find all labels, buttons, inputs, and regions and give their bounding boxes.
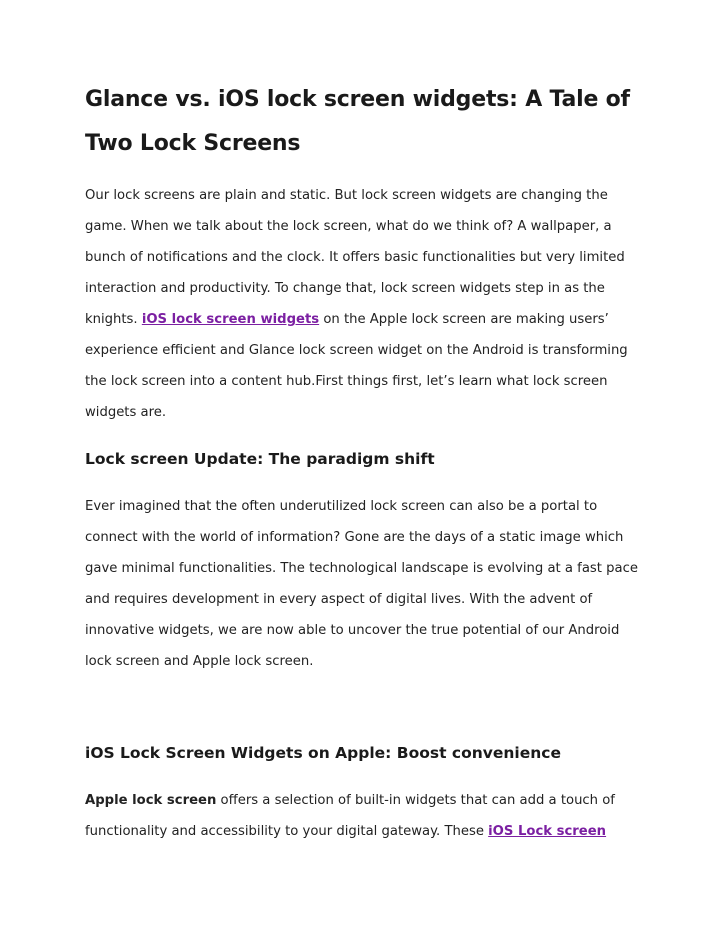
intro-text-2: on the Apple lock screen are making users’ experience efficient and Glance lock screen widget on the Android is transforming the lock screen into a content hub.First things first, let’s learn what lock screen widgets are. (85, 312, 628, 420)
section-heading-paradigm-shift: Lock screen Update: The paradigm shift (85, 450, 435, 468)
ios-lock-screen-widgets-link[interactable]: iOS lock screen widgets (141, 312, 320, 327)
section-heading-ios-widgets: iOS Lock Screen Widgets on Apple: Boost convenience (85, 744, 561, 762)
paradigm-shift-paragraph: Ever imagined that the often underutilized lock screen can also be a portal to connect with the world of information? Gone are the days of a static image which gave minimal functionalities. The technological landscape is evolving at a fast pace and requires development in every aspect of digital lives. With the advent of innovative widgets, we are now able to uncover the true potential of our Android lock screen and Apple lock screen. (85, 499, 638, 669)
ios-lock-screen-link[interactable]: iOS Lock screen (488, 824, 607, 839)
intro-text-1: Our lock screens are plain and static. But lock screen widgets are changing the game. When we talk about the lock screen, what do we think of? A wallpaper, a bunch of notifications and the clock. It offers basic functionalities but very limited interaction and productivity. To change that, lock screen widgets step in as the knights. (85, 188, 625, 327)
apple-lock-screen-bold: Apple lock screen (85, 793, 217, 808)
ios-widgets-text: offers a selection of built-in widgets that can add a touch of functionality and accessibility to your digital gateway. These (85, 793, 615, 839)
intro-paragraph (85, 180, 645, 428)
ios-widgets-paragraph (85, 785, 645, 847)
article-title: Glance vs. iOS lock screen widgets: A Tale of Two Lock Screens (85, 87, 630, 156)
